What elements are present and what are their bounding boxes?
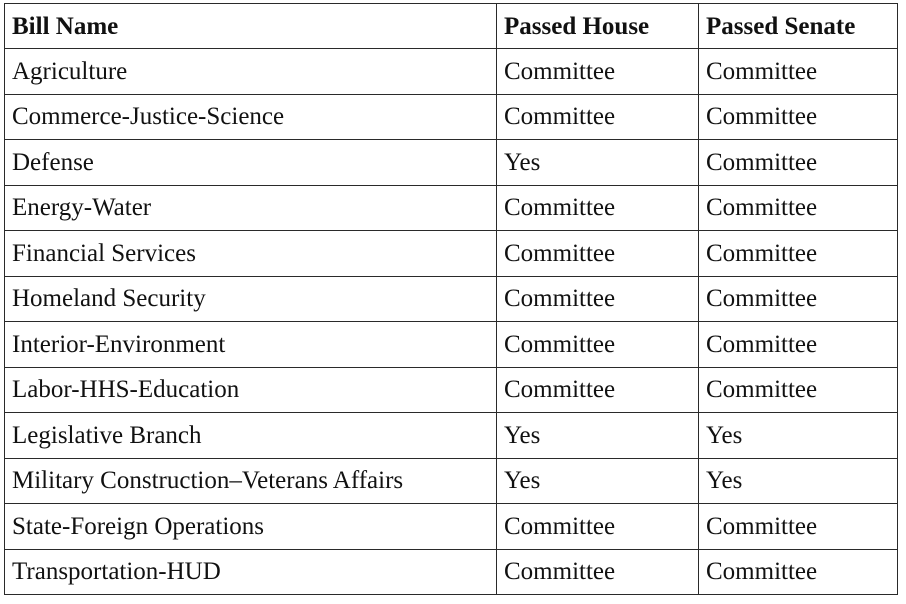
header-bill-name: Bill Name	[5, 4, 497, 49]
table-header-row	[5, 4, 898, 49]
bill-name-cell: Agriculture	[5, 49, 497, 95]
table-row	[5, 94, 898, 140]
passed-house-cell: Committee	[497, 185, 699, 231]
bill-name-cell: Homeland Security	[5, 276, 497, 322]
table-row	[5, 276, 898, 322]
passed-house-cell: Committee	[497, 49, 699, 95]
passed-house-cell: Committee	[497, 549, 699, 595]
passed-house-cell: Yes	[497, 413, 699, 459]
table-row	[5, 231, 898, 277]
table-row	[5, 458, 898, 504]
passed-senate-cell: Yes	[699, 413, 898, 459]
passed-senate-cell: Committee	[699, 367, 898, 413]
bill-name-cell: Energy-Water	[5, 185, 497, 231]
bill-name-cell: Commerce-Justice-Science	[5, 94, 497, 140]
passed-senate-cell: Committee	[699, 549, 898, 595]
passed-house-cell: Yes	[497, 458, 699, 504]
passed-house-cell: Yes	[497, 140, 699, 186]
passed-senate-cell: Committee	[699, 322, 898, 368]
passed-house-cell: Committee	[497, 322, 699, 368]
passed-senate-cell: Committee	[699, 504, 898, 550]
passed-senate-cell: Committee	[699, 94, 898, 140]
table-row	[5, 549, 898, 595]
bill-name-cell: Military Construction–Veterans Affairs	[5, 458, 497, 504]
passed-house-cell: Committee	[497, 231, 699, 277]
bill-name-cell: Labor-HHS-Education	[5, 367, 497, 413]
passed-senate-cell: Committee	[699, 276, 898, 322]
header-passed-house: Passed House	[497, 4, 699, 49]
bill-name-cell: Defense	[5, 140, 497, 186]
bill-name-cell: Financial Services	[5, 231, 497, 277]
table-row	[5, 322, 898, 368]
bill-name-cell: Legislative Branch	[5, 413, 497, 459]
table-row	[5, 413, 898, 459]
table-row	[5, 504, 898, 550]
table-row	[5, 367, 898, 413]
passed-senate-cell: Committee	[699, 231, 898, 277]
appropriations-bills-table	[4, 3, 898, 595]
appropriations-table-container	[4, 3, 898, 595]
passed-senate-cell: Committee	[699, 140, 898, 186]
passed-house-cell: Committee	[497, 367, 699, 413]
passed-house-cell: Committee	[497, 94, 699, 140]
header-passed-senate: Passed Senate	[699, 4, 898, 49]
passed-house-cell: Committee	[497, 504, 699, 550]
bill-name-cell: State-Foreign Operations	[5, 504, 497, 550]
bill-name-cell: Interior-Environment	[5, 322, 497, 368]
passed-house-cell: Committee	[497, 276, 699, 322]
passed-senate-cell: Yes	[699, 458, 898, 504]
passed-senate-cell: Committee	[699, 49, 898, 95]
table-row	[5, 185, 898, 231]
passed-senate-cell: Committee	[699, 185, 898, 231]
bill-name-cell: Transportation-HUD	[5, 549, 497, 595]
table-row	[5, 140, 898, 186]
table-row	[5, 49, 898, 95]
